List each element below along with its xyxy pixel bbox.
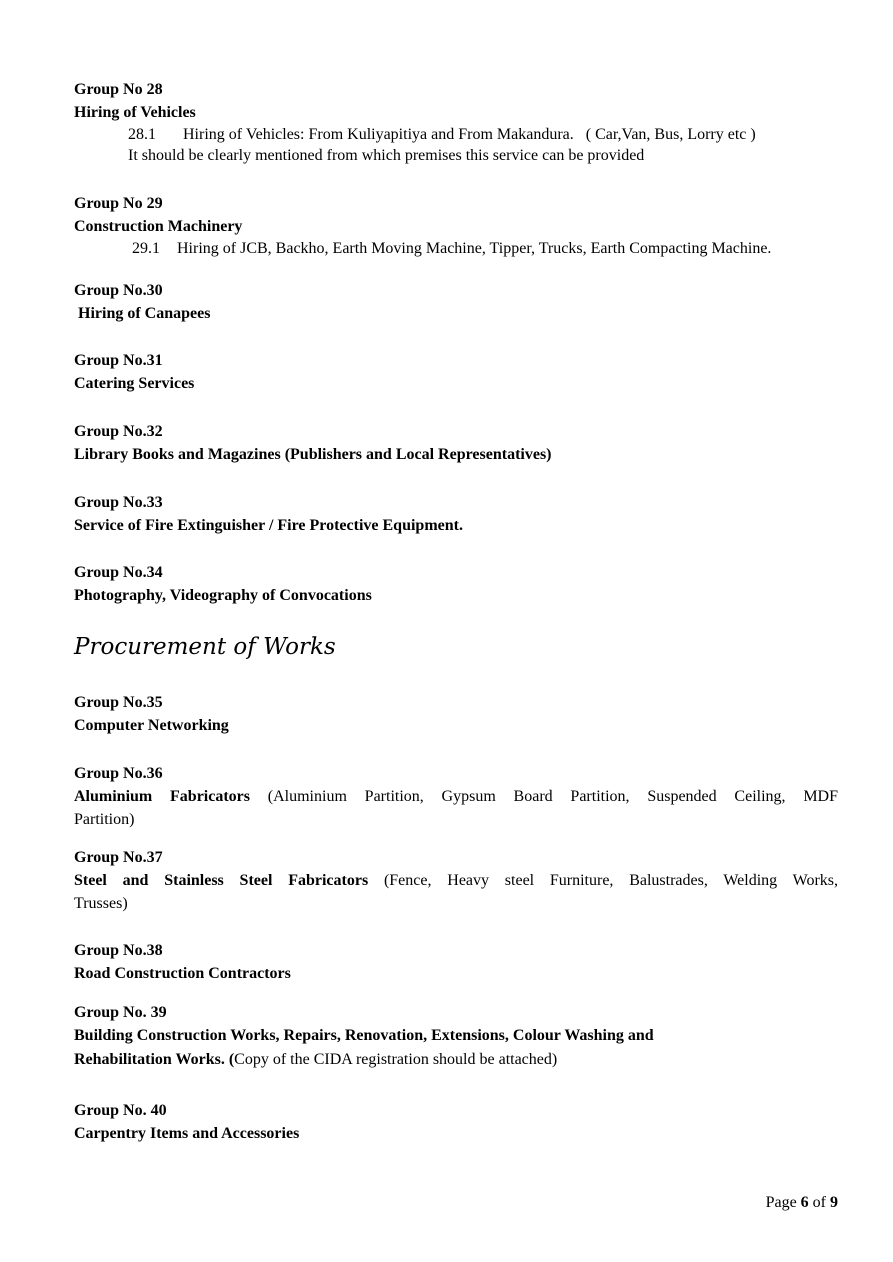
group-40-section — [74, 1099, 838, 1145]
group-38-section — [74, 939, 838, 985]
group-39-title-line2 — [74, 1048, 838, 1072]
procurement-of-works-heading: Procurement of Works — [74, 634, 336, 660]
group-39-title-line1: Building Construction Works, Repairs, Renovation, Extensions, Colour Washing and — [74, 1027, 654, 1044]
group-35-number: Group No.35 — [74, 694, 163, 711]
group-28-item — [128, 124, 838, 145]
group-38-title: Road Construction Contractors — [74, 965, 291, 982]
group-37-title-rest: (Fence, Heavy steel Furniture, Balustrades, Welding Works, — [368, 872, 839, 889]
group-32-section — [74, 420, 838, 466]
group-40-title: Carpentry Items and Accessories — [74, 1125, 300, 1142]
group-36-title-rest: (Aluminium Partition, Gypsum Board Partition, Suspended Ceiling, MDF — [250, 788, 838, 805]
item-28-1-number: 28.1 — [128, 126, 156, 143]
group-35-title: Computer Networking — [74, 717, 229, 734]
group-37-title-line1 — [74, 869, 838, 892]
group-40-number: Group No. 40 — [74, 1102, 167, 1119]
group-39-number: Group No. 39 — [74, 1004, 167, 1021]
group-29-title: Construction Machinery — [74, 218, 243, 235]
group-28-title: Hiring of Vehicles — [74, 104, 196, 121]
group-29-section — [74, 192, 838, 259]
group-36-title-bold: Aluminium Fabricators — [74, 788, 250, 805]
item-29-1-number: 29.1 — [132, 240, 160, 257]
group-30-title: Hiring of Canapees — [78, 305, 211, 322]
item-28-1-text: Hiring of Vehicles: From Kuliyapitiya and From Makandura. ( Car,Van, Bus, Lorry etc ) — [183, 126, 756, 143]
group-33-section — [74, 491, 838, 537]
group-37-number: Group No.37 — [74, 849, 163, 866]
group-31-number: Group No.31 — [74, 352, 163, 369]
group-35-section — [74, 691, 838, 737]
group-36-title-line2: Partition) — [74, 811, 135, 828]
group-34-number: Group No.34 — [74, 564, 163, 581]
group-33-title: Service of Fire Extinguisher / Fire Protective Equipment. — [74, 517, 463, 534]
group-36-section — [74, 762, 838, 831]
group-38-number: Group No.38 — [74, 942, 163, 959]
group-28-number: Group No 28 — [74, 81, 163, 98]
footer-page-label: Page — [765, 1194, 801, 1211]
item-28-1-note: It should be clearly mentioned from which premises this service can be provided — [128, 147, 645, 164]
footer-of-label: of — [808, 1194, 830, 1211]
group-39-section — [74, 1001, 838, 1072]
group-34-title: Photography, Videography of Convocations — [74, 587, 372, 604]
page-footer — [74, 1192, 838, 1213]
group-32-number: Group No.32 — [74, 423, 163, 440]
footer-page-total: 9 — [830, 1194, 838, 1211]
group-37-title-line2: Trusses) — [74, 895, 128, 912]
group-32-title: Library Books and Magazines (Publishers and Local Representatives) — [74, 446, 552, 463]
group-39-title-line2-rest: Copy of the CIDA registration should be attached) — [234, 1051, 558, 1068]
group-31-title: Catering Services — [74, 375, 195, 392]
group-36-number: Group No.36 — [74, 765, 163, 782]
group-30-section — [74, 279, 838, 325]
group-28-section — [74, 78, 838, 166]
group-34-section — [74, 561, 838, 607]
group-33-number: Group No.33 — [74, 494, 163, 511]
group-37-title-bold: Steel and Stainless Steel Fabricators — [74, 872, 369, 889]
group-39-title-line2-bold: Rehabilitation Works. ( — [74, 1051, 235, 1068]
item-29-1-text: Hiring of JCB, Backho, Earth Moving Machine, Tipper, Trucks, Earth Compacting Machine. — [177, 240, 772, 257]
footer-page-current: 6 — [800, 1194, 809, 1211]
group-36-title-line1 — [74, 785, 838, 808]
group-29-number: Group No 29 — [74, 195, 163, 212]
group-37-section — [74, 846, 838, 915]
group-31-section — [74, 349, 838, 395]
group-30-number: Group No.30 — [74, 282, 163, 299]
group-29-item — [132, 238, 838, 259]
